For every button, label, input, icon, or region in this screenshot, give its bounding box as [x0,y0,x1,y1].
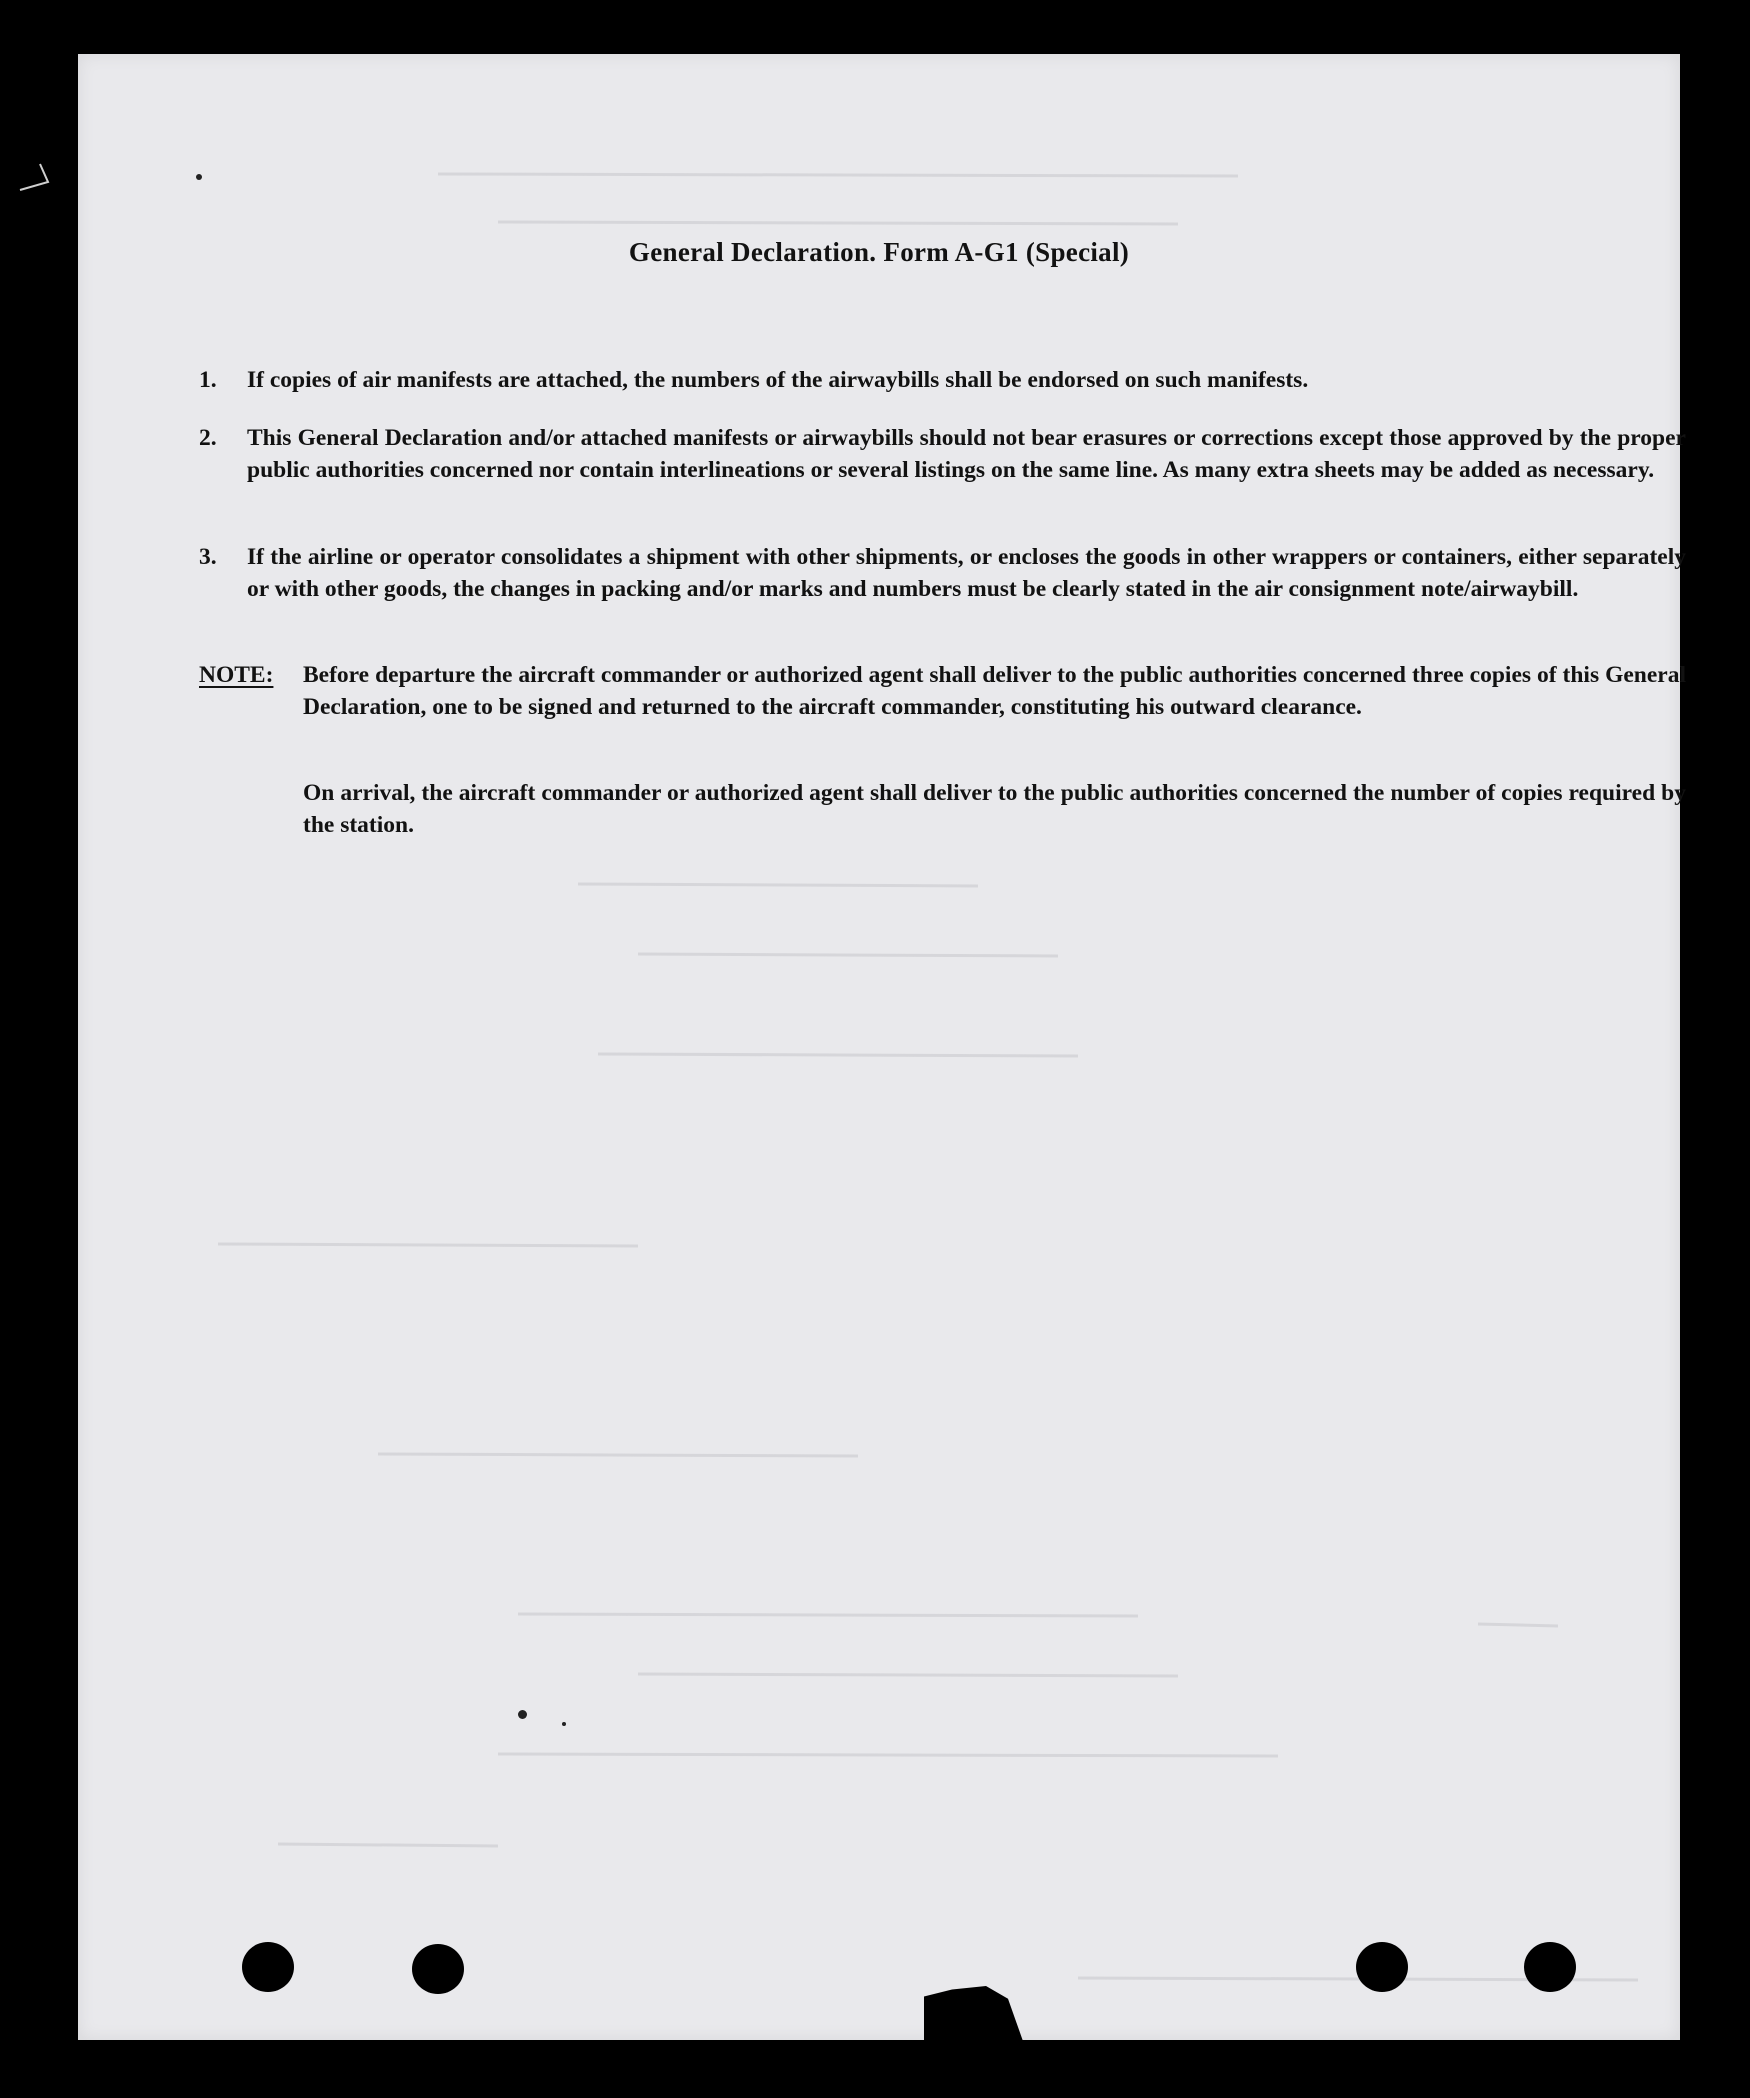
punch-hole [412,1944,464,1994]
punch-hole [242,1942,294,1992]
note-paragraph-2: On arrival, the aircraft commander or authorized agent shall deliver to the public authorities concerned the number of copies required by the station. [303,780,1686,838]
punch-hole [1524,1942,1576,1992]
punch-hole [1356,1942,1408,1992]
dust-speck [518,1710,527,1719]
bleed-through-marks [78,54,1680,2040]
margin-mark [18,160,58,200]
item-text: If the airline or operator consolidates a shipment with other shipments, or encloses the goods in other wrappers or containers, either separately or with other goods, the changes in packing and/or marks and numbers must be clearly stated in the air consignment note/airwaybill. [247,544,1686,602]
item-number: 1. [199,367,217,393]
item-number: 3. [199,544,217,570]
item-text: This General Declaration and/or attached manifests or airwaybills should not bear erasures or corrections except those approved by the proper public authorities concerned nor contain interlineations or several listings on the same line. As many extra sheets may be added as necessary. [247,425,1686,483]
paper-sheet [78,54,1686,2040]
item-text: If copies of air manifests are attached, the numbers of the airwaybills shall be endorsed on such manifests. [247,367,1309,393]
item-number: 2. [199,425,217,451]
note-paragraph-1: Before departure the aircraft commander or authorized agent shall deliver to the public authorities concerned three copies of this General Declaration, one to be signed and returned to the aircraft commander, constituting his outward clearance. [303,662,1686,720]
page-title: General Declaration. Form A-G1 (Special) [628,237,1130,267]
note-label: NOTE: [199,662,274,688]
dust-speck [562,1722,566,1726]
dust-speck [196,174,202,180]
